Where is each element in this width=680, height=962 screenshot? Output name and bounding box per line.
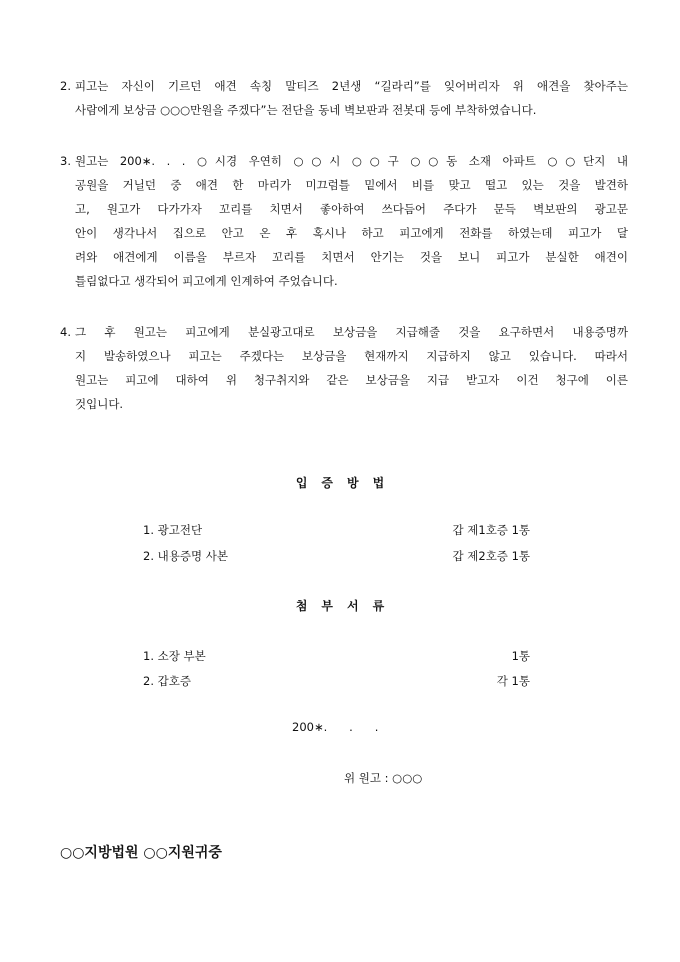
paragraph-line — [60, 245, 628, 269]
document-date: 200∗. . . — [292, 720, 379, 734]
paragraph-line — [60, 320, 628, 344]
attachment-item-label: 1. 소장 부본 — [143, 649, 206, 663]
paragraph-text: 것입니다. — [75, 397, 124, 411]
attachments-heading: 첨부서류 — [295, 599, 399, 613]
paragraph-4 — [60, 320, 628, 416]
evidence-item-value: 갑 제1호증 1통 — [452, 523, 530, 537]
evidence-item-label: 1. 광고전단 — [143, 523, 203, 537]
paragraph-line — [60, 98, 628, 122]
paragraph-line — [60, 344, 628, 368]
evidence-item-label: 2. 내용증명 사본 — [143, 549, 228, 563]
paragraph-number: 4. — [60, 325, 71, 339]
paragraph-line — [60, 197, 628, 221]
paragraph-text: 공원을 거닐던 중 애견 한 마리가 미끄럼틀 밑에서 비를 맞고 떨고 있는 것을 발견하 — [75, 178, 628, 192]
evidence-heading: 입증방법 — [295, 476, 399, 490]
attachment-item-value: 각 1통 — [496, 674, 530, 688]
evidence-item-value: 갑 제2호증 1통 — [452, 549, 530, 563]
court-addressee: ○○지방법원 ○○지원귀중 — [60, 845, 222, 861]
paragraph-text: 그 후 원고는 피고에게 분실광고대로 보상금을 지급해줄 것을 요구하면서 내용증명까 — [75, 325, 628, 339]
paragraph-text: 원고는 피고에 대하여 위 청구취지와 같은 보상금을 지급 받고자 이건 청구에 이른 — [75, 373, 628, 387]
paragraph-2 — [60, 74, 628, 122]
paragraph-text: 고, 원고가 다가가자 꼬리를 치면서 좋아하여 쓰다듬어 주다가 문득 벽보판의 광고문 — [75, 202, 628, 216]
attachment-item-value: 1통 — [511, 649, 530, 663]
paragraph-number: 3. — [60, 154, 71, 168]
paragraph-text: 안이 생각나서 집으로 안고 온 후 혹시나 하고 피고에게 전화를 하였는데 피고가 달 — [75, 226, 628, 240]
paragraph-line — [60, 149, 628, 173]
paragraph-3 — [60, 149, 628, 293]
paragraph-text: 틀림없다고 생각되어 피고에게 인계하여 주었습니다. — [75, 274, 338, 288]
paragraph-line — [60, 74, 628, 98]
paragraph-line — [60, 269, 628, 293]
paragraph-text: 지 발송하였으나 피고는 주겠다는 보상금을 현재까지 지급하지 않고 있습니다. 따라서 — [75, 349, 628, 363]
paragraph-line — [60, 173, 628, 197]
paragraph-line — [60, 392, 628, 416]
paragraph-text: 피고는 자신이 기르던 애견 속칭 말티즈 2년생 “길라리”를 잊어버리자 위 애견을 찾아주는 — [75, 79, 628, 93]
attachment-item-label: 2. 갑호증 — [143, 674, 191, 688]
paragraph-line — [60, 368, 628, 392]
paragraph-number: 2. — [60, 79, 71, 93]
plaintiff-signature: 위 원고 : ○○○ — [344, 771, 423, 785]
paragraph-text: 려와 애견에게 이름을 부르자 꼬리를 치면서 안기는 것을 보니 피고가 분실한 애견이 — [75, 250, 628, 264]
paragraph-text: 원고는 200∗. . . ○시경 우연히 ○○시 ○○구 ○○동 소재 아파트 ○○단지 내 — [75, 154, 628, 168]
paragraph-line — [60, 221, 628, 245]
paragraph-text: 사람에게 보상금 ○○○만원을 주겠다”는 전단을 동네 벽보판과 전봇대 등에 부착하였습니다. — [75, 103, 537, 117]
